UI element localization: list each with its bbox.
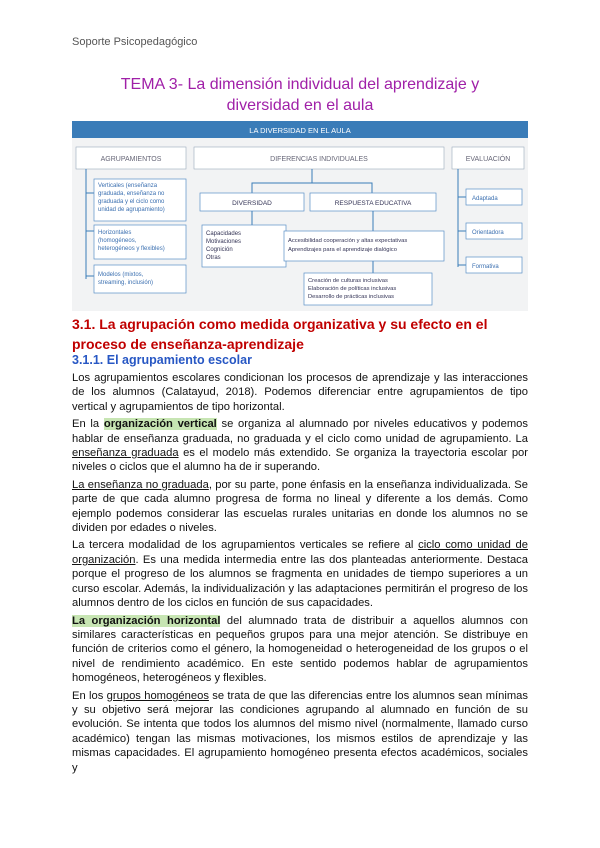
section-title-line-1: 3.1. La agrupación como medida organizativa y su efecto en el — [72, 316, 488, 332]
formativa-text: Formativa — [472, 264, 499, 270]
modelos-text: Modelos (mixtos, streaming, inclusión) — [98, 272, 154, 286]
section-title — [72, 314, 528, 354]
paragraph-3: La enseñanza no graduada, por su parte, pone énfasis en la enseñanza individualizada. Se parte de que cada alumno progresa de forma no lineal y diferente a los demás. Como ejemplo podemos considerar las escuelas rurales unitarias en donde los alumnos no se dividen por edades o niveles. — [72, 478, 528, 535]
title-line-2: diversidad en el aula — [226, 97, 374, 114]
diversidad-items-text: Capacidades Motivaciones Cognición Otras — [206, 231, 242, 261]
paragraph-6: En los grupos homogéneos se trata de que las diferencias entre los alumnos sean mínimas y su objetivo será mejorar las condiciones agrupando al alumnado en función de su evolución. Se intenta que todos los alumnos del mismo nivel (normalmente, llamado curso académico) tengan las mismas motivaciones, los mismos estilos de aprendizaje y las mismas capacidades. El agrupamiento homogéneo presenta efectos académicos, sociales y — [72, 689, 528, 774]
title-line-1: TEMA 3- La dimensión individual del aprendizaje y — [120, 76, 480, 93]
modelos-box — [94, 265, 186, 293]
diversity-diagram — [72, 121, 528, 311]
inclusive-items-text: Creación de culturas inclusivas Elaboración de políticas inclusivas Desarrollo de prácticas inclusivas — [308, 278, 397, 300]
body-text — [72, 371, 528, 778]
respuesta-items-box — [284, 231, 444, 261]
diagram-banner-text: LA DIVERSIDAD EN EL AULA — [249, 126, 351, 135]
agrupamientos-header-text: AGRUPAMIENTOS — [100, 156, 162, 163]
paragraph-5: La organización horizontal del alumnado trata de distribuir a aquellos alumnos con similares características en pequeños grupos para una mejor atención. Se distribuye en función de criterios como el género, la homogeneidad o heterogeneidad de los grupos o el nivel de rendimiento académico. En este sentido podemos hablar de agrupamientos homogéneos, heterogéneos y flexibles. — [72, 614, 528, 685]
orientadora-text: Orientadora — [472, 230, 504, 236]
verticales-text: Verticales (enseñanza graduada, enseñanza no graduada y el ciclo como unidad de agrupamiento) — [98, 183, 165, 213]
page-title — [72, 74, 528, 116]
diferencias-header-text: DIFERENCIAS INDIVIDUALES — [270, 156, 368, 163]
diversidad-text: DIVERSIDAD — [232, 200, 272, 207]
paragraph-2: En la organización vertical se organiza al alumnado por niveles educativos y podemos hablar de enseñanza graduada, no graduada y el ciclo como unidad de agrupamiento. La enseñanza graduada es el modelo más extendido. Se organiza la trayectoria escolar por niveles o ciclos que el alumno ha de ir superando. — [72, 418, 529, 474]
subsection-title: 3.1.1. El agrupamiento escolar — [72, 353, 252, 367]
paragraph-4: La tercera modalidad de los agrupamientos verticales se refiere al ciclo como unidad de organización. Es una medida intermedia entre las dos planteadas anteriormente. Destaca porque el progreso de los alumnos se fragmenta en unidades de tiempo superiores a un curso escolar. Además, la individualización y las adaptaciones permitirán el progreso de los alumnos dentro de los ciclos en función de sus capacidades. — [72, 539, 528, 610]
section-title-line-2: proceso de enseñanza-aprendizaje — [72, 336, 304, 352]
respuesta-text: RESPUESTA EDUCATIVA — [334, 200, 412, 207]
document-header: Soporte Psicopedagógico — [72, 36, 198, 48]
horizontales-text: Horizontales (homogéneos, heterogéneos y flexibles) — [98, 230, 165, 252]
paragraph-1: Los agrupamientos escolares condicionan los procesos de aprendizaje y las interacciones de los alumnos (Calatayud, 2018). Podemos diferenciar entre agrupamientos de tipo vertical y agrupamientos de tipo horizontal. — [72, 372, 528, 413]
respuesta-items-text: Accesibilidad cooperación y altas expectativas Aprendizajes para el aprendizaje dialógico — [288, 238, 408, 253]
evaluacion-header-text: EVALUACIÓN — [465, 156, 511, 163]
adaptada-text: Adaptada — [472, 196, 498, 202]
